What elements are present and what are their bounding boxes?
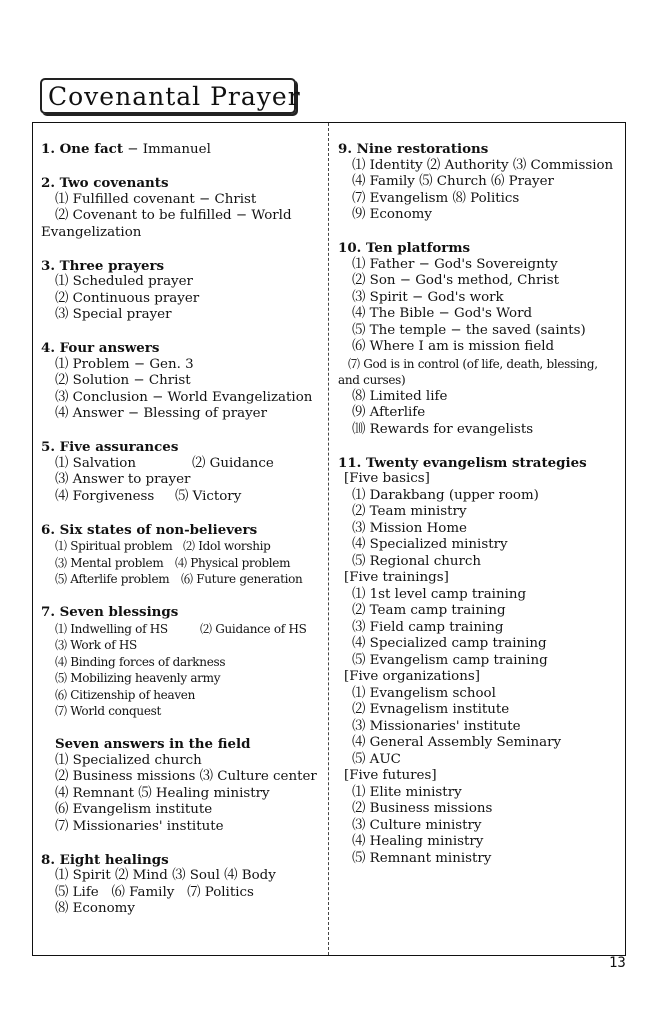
list-item: ⑺ Evangelism ⑻ Politics — [352, 190, 520, 206]
section-one-fact — [41, 141, 325, 159]
section-heading: 2. Two covenants — [41, 175, 169, 191]
list-item: ⑺ World conquest — [55, 704, 161, 718]
section-heading: 9. Nine restorations — [338, 141, 489, 157]
list-item: ⑷ Specialized camp training — [352, 636, 547, 651]
list-row — [41, 489, 325, 506]
list-item: ⑻ Limited life — [352, 388, 448, 404]
list-item: ⑵ Covenant to be fulfilled − World Evangelization — [41, 208, 292, 240]
list-item: ⑴ Spiritual problem — [55, 539, 173, 553]
list-row — [41, 571, 325, 588]
list-item: ⑹ Future generation — [181, 572, 303, 586]
list-item: ⑹ Citizenship of heaven — [55, 687, 196, 702]
list-row — [41, 621, 325, 638]
section-heading: 5. Five assurances — [41, 439, 179, 455]
list-item: ⑶ Special prayer — [55, 307, 172, 322]
list-item: ⑸ Remnant ministry — [352, 850, 492, 866]
section-heading: 1. One fact — [41, 141, 123, 157]
list-item: ⑵ Business missions ⑶ Culture center — [55, 769, 317, 784]
list-item: ⑷ Remnant ⑸ Healing ministry — [55, 785, 270, 801]
list-item: ⑴ Identity ⑵ Authority ⑶ Commission — [352, 157, 614, 173]
list-item: ⑶ Mission Home — [352, 520, 467, 536]
list-item: ⑷ General Assembly Seminary — [352, 735, 562, 750]
list-item: ⑵ Business missions — [352, 801, 493, 816]
list-item: ⑸ Afterlife problem — [55, 572, 170, 586]
list-item: ⑷ The Bible − God's Word — [352, 306, 533, 321]
list-item: ⑷ Healing ministry — [352, 834, 484, 849]
list-item: ⑶ Field camp training — [352, 619, 504, 635]
list-item: ⑴ Fulfilled covenant − Christ — [55, 191, 257, 207]
list-item: ⑶ Work of HS — [55, 638, 137, 652]
section-heading: 4. Four answers — [41, 340, 160, 356]
list-item: ⑹ Where I am is mission field — [352, 339, 555, 354]
list-item: ⑴ 1st level camp training — [352, 586, 527, 602]
list-item: ⑶ Mental problem — [55, 555, 164, 570]
list-item: ⑵ Team camp training — [352, 603, 506, 618]
list-item: ⑺ God is in control (of life, death, blessing, and curses) — [338, 356, 598, 387]
section-heading: 11. Twenty evangelism strategies — [338, 454, 587, 471]
list-item: ⑴ Indwelling of HS — [55, 621, 168, 636]
list-item: ⑸ Life ⑹ Family ⑺ Politics — [55, 884, 254, 900]
list-item: ⑶ Culture ministry — [352, 817, 482, 833]
section-heading: 10. Ten platforms — [338, 240, 471, 256]
title-box — [40, 78, 301, 114]
list-item: ⑷ Specialized ministry — [352, 537, 508, 552]
list-item: ⑴ Evangelism school — [352, 685, 496, 701]
list-item: ⑸ Victory — [175, 488, 242, 504]
list-item: ⑷ Forgiveness — [55, 488, 155, 504]
group-heading: [Five futures] — [344, 768, 437, 783]
section-heading: 3. Three prayers — [41, 257, 165, 274]
section-heading-rest: − Immanuel — [123, 142, 211, 157]
list-item: ⑺ Missionaries' institute — [55, 818, 224, 834]
list-row — [41, 456, 325, 473]
list-item: ⑴ Problem − Gen. 3 — [55, 356, 194, 372]
list-item: ⑸ Evangelism camp training — [352, 652, 548, 668]
list-item-wrapped — [41, 208, 325, 241]
list-item: ⑵ Idol worship — [183, 539, 271, 553]
list-item: ⑹ Evangelism institute — [55, 802, 213, 817]
list-item: ⑴ Salvation — [55, 455, 136, 471]
list-item: ⑷ Physical problem — [175, 555, 291, 570]
list-item: ⑸ The temple − the saved (saints) — [352, 322, 586, 338]
content-frame — [32, 122, 626, 956]
list-item: ⑴ Spirit ⑵ Mind ⑶ Soul ⑷ Body — [55, 868, 276, 883]
list-item: ⑼ Afterlife — [352, 405, 426, 420]
list-item: ⑶ Answer to prayer — [55, 472, 191, 487]
list-item: ⑴ Scheduled prayer — [55, 274, 193, 289]
list-item: ⑻ Economy — [55, 901, 135, 916]
section-heading: 6. Six states of non-believers — [41, 521, 258, 538]
group-heading: [Five trainings] — [344, 570, 449, 585]
list-item: ⑷ Family ⑸ Church ⑹ Prayer — [352, 174, 554, 189]
list-item: ⑸ Regional church — [352, 553, 481, 569]
list-item: ⑼ Economy — [352, 207, 432, 222]
list-item: ⑶ Conclusion − World Evangelization — [55, 389, 313, 405]
page-title: Covenantal Prayer — [48, 82, 301, 111]
group-heading: [Five organizations] — [344, 669, 480, 684]
column-divider — [328, 123, 329, 955]
section-heading: 7. Seven blessings — [41, 604, 179, 620]
list-item: ⑴ Father − God's Sovereignty — [352, 256, 558, 272]
list-item: ⑽ Rewards for evangelists — [352, 421, 534, 437]
list-item: ⑵ Evnagelism institute — [352, 702, 510, 717]
list-item: ⑵ Solution − Christ — [55, 373, 191, 388]
section-heading: Seven answers in the field — [55, 736, 251, 752]
list-item: ⑷ Answer − Blessing of prayer — [55, 406, 267, 421]
list-row — [41, 555, 325, 572]
list-item: ⑴ Elite ministry — [352, 784, 462, 800]
list-item: ⑵ Guidance of HS — [200, 621, 307, 636]
list-item: ⑵ Son − God's method, Christ — [352, 273, 559, 288]
group-heading: [Five basics] — [344, 471, 430, 486]
page-number: 13 — [609, 955, 626, 971]
list-item: ⑶ Spirit − God's work — [352, 289, 504, 305]
list-item: ⑵ Continuous prayer — [55, 290, 200, 306]
list-item: ⑸ AUC — [352, 751, 401, 767]
list-item: ⑸ Mobilizing heavenly army — [55, 671, 221, 685]
section-heading: 8. Eight healings — [41, 851, 169, 868]
list-item: ⑷ Binding forces of darkness — [55, 654, 226, 669]
right-column — [338, 141, 622, 867]
list-row — [41, 538, 325, 555]
left-column — [41, 141, 325, 918]
list-item: ⑵ Guidance — [192, 455, 274, 471]
list-item: ⑴ Darakbang (upper room) — [352, 487, 539, 503]
list-item: ⑶ Missionaries' institute — [352, 718, 521, 734]
list-item: ⑵ Team ministry — [352, 504, 467, 519]
list-item: ⑴ Specialized church — [55, 752, 202, 768]
